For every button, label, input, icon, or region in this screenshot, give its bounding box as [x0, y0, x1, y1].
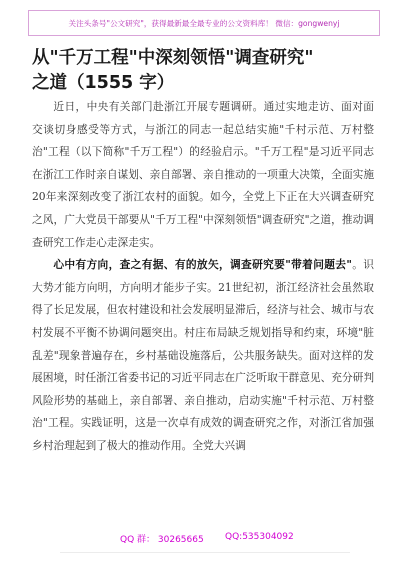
footer-qq-group: QQ 群： 30265665: [120, 535, 204, 545]
document-title: [32, 46, 382, 96]
title-line-2: 之道（1555 字）: [32, 73, 175, 93]
paragraph-2-heading: 心中有方向，查之有据、有的放矢，调查研究要"带着问题去": [53, 258, 352, 272]
paragraph-2-text: 。识大势才能方向明，方向明才能步子实。21世纪初，浙江经济社会虽然取得了长足发展，但农村建设和社会发展明显滞后，经济与社会、城市与农村发展不平衡不协调问题突出。村庄布局缺乏规划指导和约束，环境"脏乱差"现象普遍存在，乡村基础设施落后，公共服务缺失。面对这样的发展困境，时任浙江省委书记的习近平同志在广泛听取干群意见、充分研判风险形势的基础上，亲自部署、亲自推动，启动实施"千村示范、万村整治"工程。实践证明，这是一次卓有成效的调查研究之作，对浙江省加强乡村治理起到了极大的推动作用。全党大兴调: [32, 258, 375, 452]
paragraph-2: [32, 254, 374, 457]
footer-divider: [60, 552, 350, 553]
paragraph-1: [32, 96, 374, 254]
document-body: [32, 96, 374, 458]
header-banner-text: 关注头条号"公文研究"，获得最新最全最专业的公文资料库！ 微信：gongwenyj: [68, 18, 340, 28]
title-line-1: 从"千万工程"中深刻领悟"调查研究": [32, 48, 314, 68]
paragraph-1-text: 近日，中央有关部门赴浙江开展专题调研。通过实地走访、面对面交谈切身感受等方式，与浙江的同志一起总结实施"千村示范、万村整治"工程（以下简称"千万工程"）的经验启示。"千万工程"是习近平同志在浙江工作时亲自谋划、亲自部署、亲自推动的一项重大决策，全面实施20年来深刻改变了浙江农村的面貌。如今，全党上下正在大兴调查研究之风，广大党员干部要从"千万工程"中深刻领悟"调查研究"之道，推动调查研究工作走心走深走实。: [32, 100, 375, 249]
footer-qq: QQ:535304092: [225, 532, 294, 542]
header-banner: [28, 10, 380, 36]
